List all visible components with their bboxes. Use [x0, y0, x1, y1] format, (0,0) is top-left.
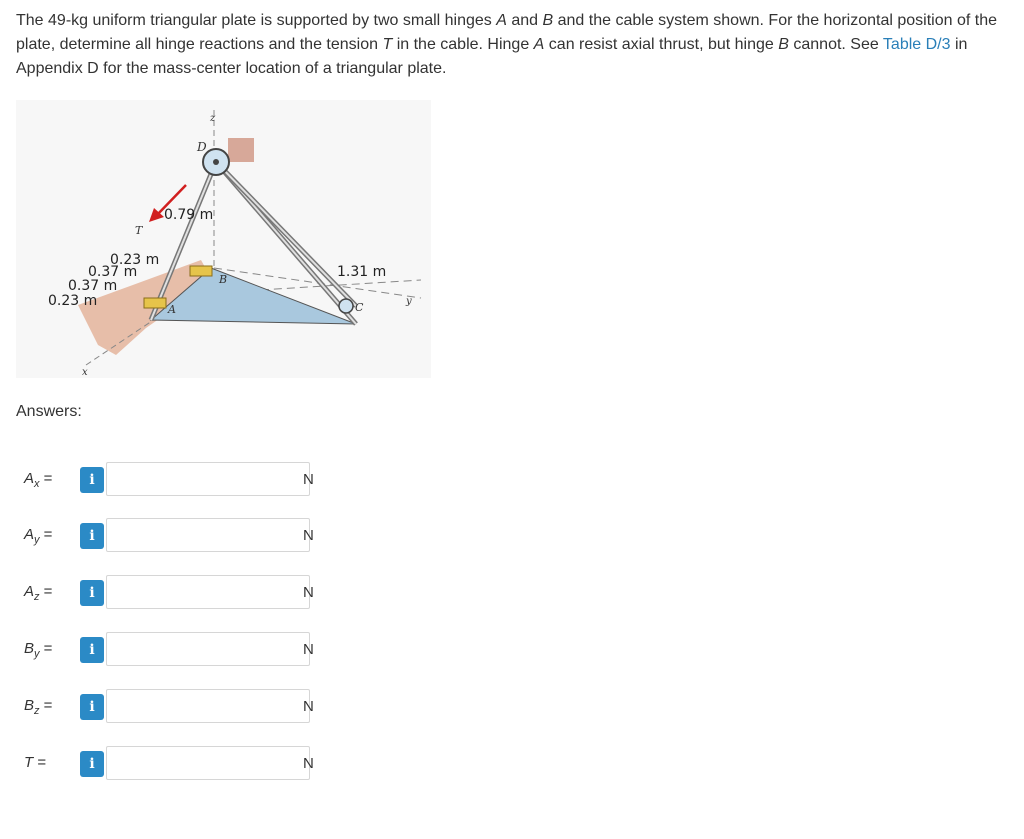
info-icon[interactable]: i: [80, 467, 104, 493]
answer-row-by: [0, 632, 1024, 668]
label-b: B: [219, 273, 228, 286]
dim-037-upper: 0.37 m: [88, 264, 138, 280]
answer-label: $A_y$ =: [24, 526, 53, 546]
info-icon[interactable]: i: [80, 637, 104, 663]
answer-label: $A_x$ =: [24, 470, 53, 490]
label-t: T: [135, 224, 143, 237]
table-d3-link[interactable]: Table D/3: [882, 36, 951, 53]
dim-037-lower: 0.37 m: [68, 278, 118, 294]
answer-input-az[interactable]: [106, 575, 310, 609]
answer-row-ay: [0, 518, 1024, 554]
dim-023-lower: 0.23 m: [48, 293, 98, 309]
answer-input-by[interactable]: [106, 632, 310, 666]
problem-statement: The 49-kg uniform triangular plate is supported by two small hinges A and B and the cable system shown. For the horizontal position of the plate, determine all hinge reactions and the tension T in the cable. Hinge A can resist axial thrust, but hinge B cannot. See Table D/3 in Appendix D for the mass-center location of a triangular plate.: [16, 12, 997, 77]
hinge-a: [144, 298, 166, 308]
dim-079: 0.79 m: [164, 207, 214, 223]
answer-label: $B_z$ =: [24, 697, 53, 717]
label-a: A: [168, 303, 176, 316]
unit-label: N: [303, 755, 314, 772]
info-icon[interactable]: i: [80, 751, 104, 777]
answer-label: $A_z$ =: [24, 583, 53, 603]
label-x: x: [82, 367, 88, 378]
answers-heading: Answers:: [16, 403, 82, 420]
answer-input-ay[interactable]: [106, 518, 310, 552]
dim-131: 1.31 m: [337, 264, 387, 280]
answer-input-bz[interactable]: [106, 689, 310, 723]
unit-label: N: [303, 584, 314, 601]
unit-label: N: [303, 527, 314, 544]
answer-input-t[interactable]: [106, 746, 310, 780]
label-y: y: [406, 296, 412, 307]
answer-row-ax: [0, 462, 1024, 498]
unit-label: N: [303, 471, 314, 488]
hinge-b: [190, 266, 212, 276]
label-d: D: [197, 140, 207, 154]
pulley-c: [339, 299, 353, 313]
answer-label: $B_y$ =: [24, 640, 53, 660]
info-icon[interactable]: i: [80, 580, 104, 606]
info-icon[interactable]: i: [80, 523, 104, 549]
plate-figure: [16, 100, 431, 378]
label-z: z: [210, 113, 216, 124]
dim-023-upper: 0.23 m: [110, 252, 160, 268]
answer-input-ax[interactable]: [106, 462, 310, 496]
unit-label: N: [303, 698, 314, 715]
answer-label: T =: [24, 754, 47, 771]
label-c: C: [355, 301, 364, 314]
unit-label: N: [303, 641, 314, 658]
info-icon[interactable]: i: [80, 694, 104, 720]
answer-row-bz: [0, 689, 1024, 725]
answer-row-t: [0, 746, 1024, 782]
answer-row-az: [0, 575, 1024, 611]
